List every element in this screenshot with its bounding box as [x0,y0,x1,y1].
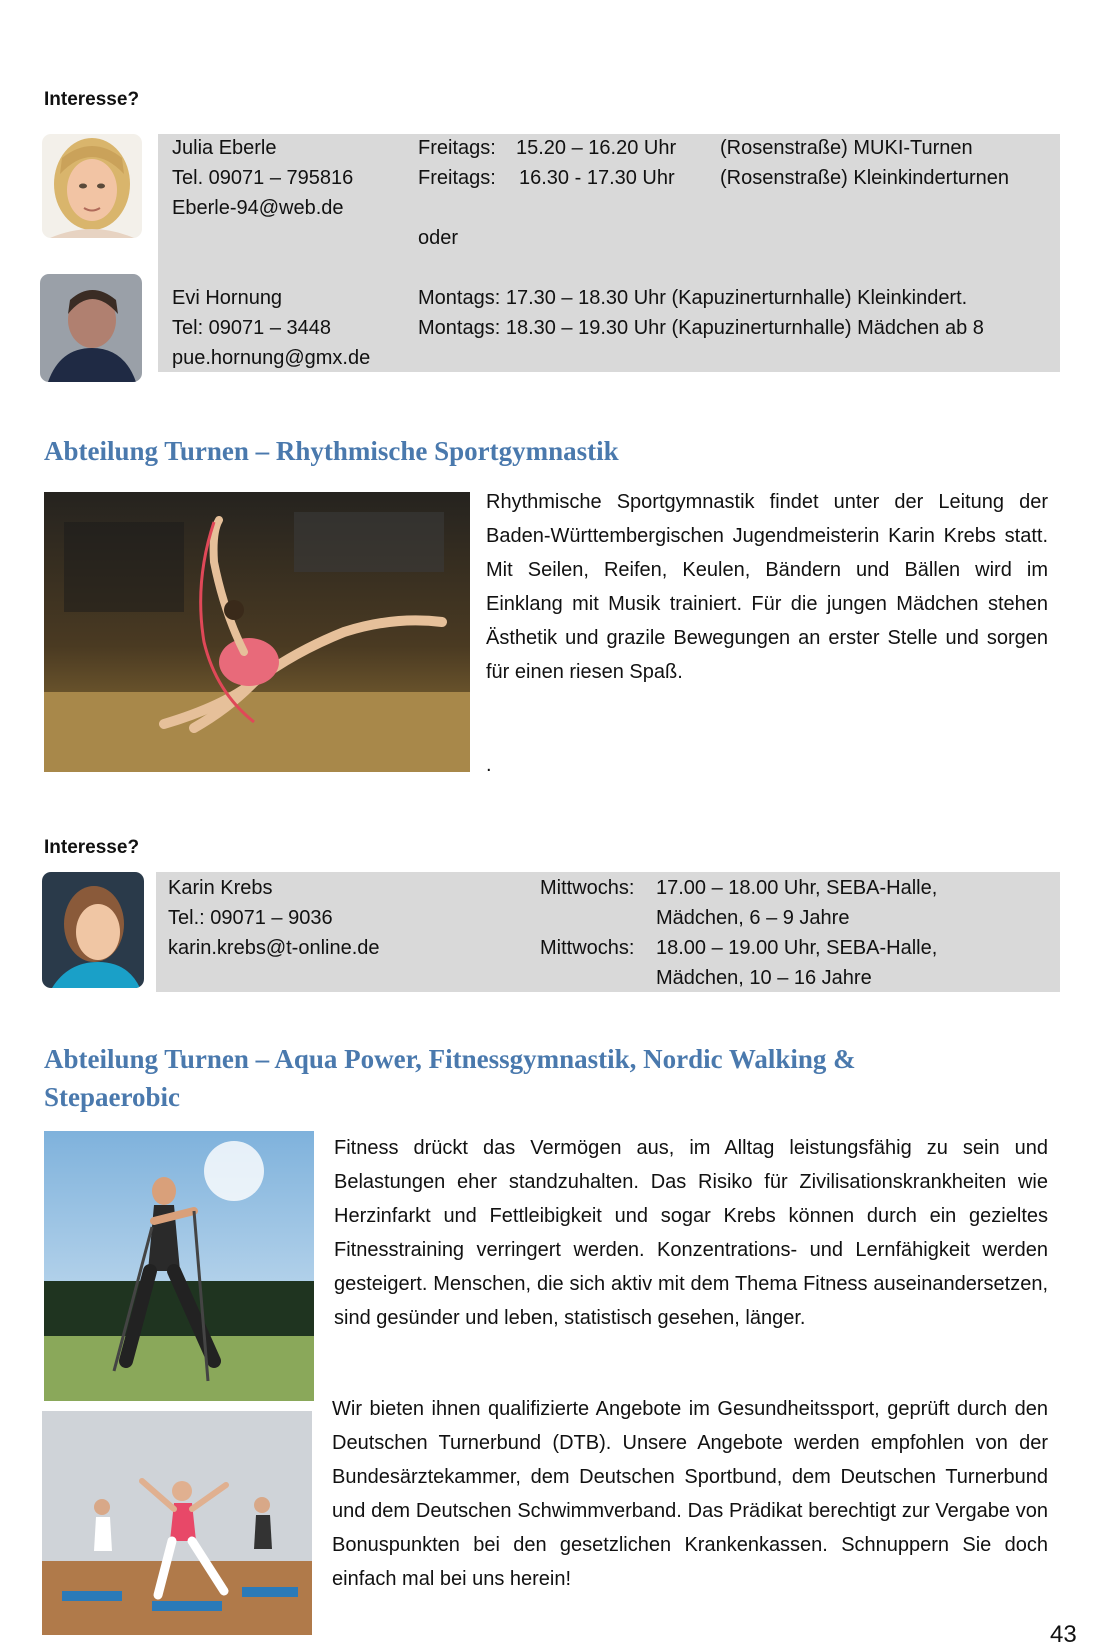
schedule-time: 15.20 – 16.20 Uhr [516,137,677,159]
schedule-group: Mädchen, 10 – 16 Jahre [656,967,872,989]
interest-label: Interesse? [44,89,140,110]
rsg-dot: . [486,754,492,776]
rsg-paragraph: Rhythmische Sportgymnastik findet unter der Leitung der Baden-Württembergischen Jugendmeisterin Karin Krebs statt. Mit Seilen, Reifen, Keulen, Bändern und Bällen wird im Einklang mit Musik trainiert. Für die jungen Mädchen stehen Ästhetik und grazile Bewegungen an erster Stelle und sorgen für einen riesen Spaß. [486,491,1048,683]
contact-photo-julia-eberle [42,134,142,238]
fitness-paragraph-1: Fitness drückt das Vermögen aus, im Alltag leistungsfähig zu sein und Belastungen eher standzuhalten. Das Risiko für Zivilisationskrankheiten wie Herzinfarkt und Fettleibigkeit und sogar Krebs können durch ein gezieltes Fitnesstraining verringert werden. Konzentrations- und Lernfähigkeit werden gesteigert. Menschen, die sich aktiv mit dem Thema Fitness auseinandersetzen, sind gesünder und leben, statistisch gesehen, länger. [334,1137,1048,1329]
stepaerobic-photo [42,1411,312,1635]
schedule-group: Mädchen, 6 – 9 Jahre [656,907,850,929]
contact-phone: Tel: 09071 – 3448 [172,317,332,339]
section-heading-rsg: Abteilung Turnen – Rhythmische Sportgymnastik [44,436,619,466]
schedule-time: 16.30 - 17.30 Uhr [519,167,675,189]
contact-name: Julia Eberle [172,137,277,159]
nordic-walking-photo [44,1131,314,1401]
interest-label: Interesse? [44,837,140,858]
fitness-paragraph-2: Wir bieten ihnen qualifizierte Angebote im Gesundheitssport, geprüft durch den Deutschen Turnerbund (DTB). Unsere Angebote werden empfohlen von der Bundesärztekammer, dem Deutschen Sportbund, dem Deutschen Turnerbund und dem Deutschen Schwimmverband. Das Prädikat berechtigt zur Vergabe von Bonuspunkten bei den gesetzlichen Krankenkassen. Schnuppern Sie doch einfach mal bei uns herein! [332,1398,1048,1590]
contact-name: Karin Krebs [168,877,273,899]
contact-photo-karin-krebs [42,872,144,988]
schedule-line: Montags: 17.30 – 18.30 Uhr (Kapuzinerturnhalle) Kleinkindert. [418,287,968,309]
contact-phone: Tel. 09071 – 795816 [172,167,354,189]
gymnast-photo [44,492,470,772]
schedule-time: 17.00 – 18.00 Uhr, SEBA-Halle, [656,877,938,899]
schedule-day: Mittwochs: [540,937,635,959]
contact-name: Evi Hornung [172,287,283,309]
separator-oder: oder [418,227,459,249]
contact-photo-evi-hornung [40,274,142,382]
contact-email[interactable]: Eberle-94@web.de [172,197,344,219]
contact-email[interactable]: pue.hornung@gmx.de [172,347,371,369]
schedule-day: Freitags: [418,167,496,189]
section-heading-fitness-line2: Stepaerobic [44,1082,180,1112]
contact-phone: Tel.: 09071 – 9036 [168,907,333,929]
schedule-day: Freitags: [418,137,496,159]
page-number: 43 [1050,1621,1077,1648]
schedule-time: 18.00 – 19.00 Uhr, SEBA-Halle, [656,937,938,959]
schedule-day: Mittwochs: [540,877,635,899]
schedule-info: (Rosenstraße) MUKI-Turnen [720,137,973,159]
contact-email[interactable]: karin.krebs@t-online.de [168,937,380,959]
section-heading-fitness-line1: Abteilung Turnen – Aqua Power, Fitnessgymnastik, Nordic Walking & [44,1044,856,1074]
schedule-info: (Rosenstraße) Kleinkinderturnen [720,167,1010,189]
schedule-line: Montags: 18.30 – 19.30 Uhr (Kapuzinerturnhalle) Mädchen ab 8 [418,317,984,339]
